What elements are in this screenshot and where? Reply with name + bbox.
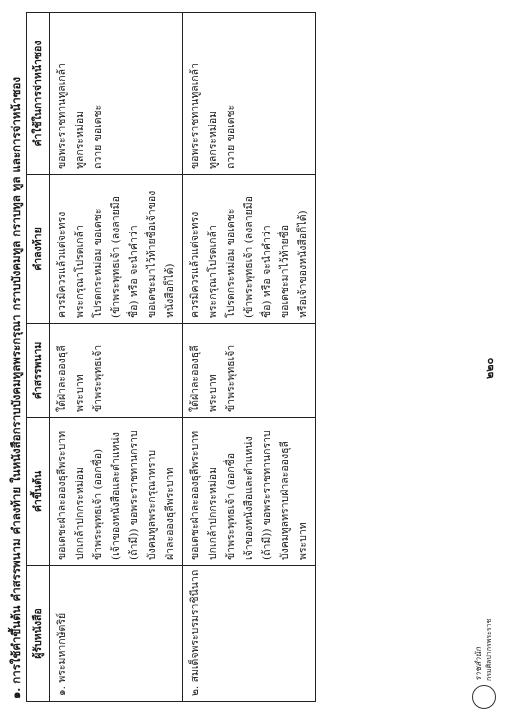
- logo: [470, 618, 498, 709]
- cell-line: ทูลกระหม่อม: [74, 110, 86, 169]
- cell-line: ข้าพระพุทธเจ้า: [225, 344, 237, 412]
- cell-line: ชื่อ) หรือ จะนำคำว่า: [128, 225, 140, 318]
- table-header-row: [27, 13, 50, 702]
- logo-line-1: ราชสำนัก: [474, 647, 483, 681]
- cell-line: ฝ่าละอองธุลีพระบาท: [164, 467, 176, 560]
- table-row: [183, 13, 316, 702]
- cell-line: พระบาท: [297, 522, 309, 560]
- cell-line: (เจ้าของหนังสือและตำแหน่ง: [110, 432, 122, 560]
- cell-line: ๑. พระมหากษัตริย์: [56, 612, 68, 696]
- header-closing: คำลงท้าย: [27, 175, 50, 324]
- cell-line: ควรมิควรแล้วแต่จะทรง: [189, 211, 201, 318]
- cell-line: ขอพระราชทานทูลเกล้า: [56, 63, 68, 169]
- cell-opening: [183, 418, 316, 566]
- cell-opening: [50, 418, 183, 566]
- cell-line: ขอเดชะมาไว้ท้ายชื่อเจ้าของ: [146, 190, 158, 318]
- cell-envelope: [183, 13, 316, 175]
- cell-line: โปรดกระหม่อม ขอเดชะ: [225, 208, 237, 318]
- cell-pronoun: [50, 324, 183, 418]
- header-recipient: ผู้รับหนังสือ: [27, 566, 50, 702]
- page-number: ๒๒๐: [483, 357, 496, 379]
- cell-line: ถวาย ขอเดชะ: [92, 104, 104, 169]
- header-opening: คำขึ้นต้น: [27, 418, 50, 566]
- cell-line: ใต้ฝ่าละอองธุลี: [189, 345, 201, 412]
- cell-closing: [183, 175, 316, 324]
- table-row: [50, 13, 183, 702]
- cell-line: บังคมทูลพระกรุณาทราบ: [146, 449, 158, 560]
- cell-line: ปกเกล้าปกกระหม่อม: [207, 466, 219, 560]
- cell-line: ใต้ฝ่าละอองธุลี: [56, 345, 68, 412]
- emblem-icon: [472, 685, 496, 709]
- cell-line: ขอพระราชทานทูลเกล้า: [189, 63, 201, 169]
- cell-line: พระบาท: [74, 374, 86, 412]
- cell-line: เจ้าของหนังสือและตำแหน่ง: [243, 436, 255, 560]
- cell-line: ขอเดชะมาไว้ท้ายชื่อ: [279, 224, 291, 318]
- cell-line: ข้าพระพุทธเจ้า (ออกชื่อ: [225, 453, 237, 560]
- cell-line: (ถ้ามี)) ขอพระราชทานกราบ: [261, 430, 273, 560]
- cell-line: พระบาท: [207, 374, 219, 412]
- cell-line: พระกรุณาโปรดเกล้า: [207, 225, 219, 318]
- cell-line: ข้าพระพุทธเจ้า (ออกชื่อ): [92, 448, 104, 560]
- cell-line: ปกเกล้าปกกระหม่อม: [74, 466, 86, 560]
- cell-line: โปรดกระหม่อม ขอเดชะ: [92, 208, 104, 318]
- cell-line: (ข้าพระพุทธเจ้า (ลงลายมือ: [110, 196, 122, 318]
- cell-line: ขอเดชะฝ่าละอองธุลีพระบาท: [189, 430, 201, 560]
- cell-closing: [50, 175, 183, 324]
- cell-envelope: [50, 13, 183, 175]
- cell-line: ทูลกระหม่อม: [207, 110, 219, 169]
- cell-line: ข้าพระพุทธเจ้า: [92, 344, 104, 412]
- cell-line: (ถ้ามี)) ขอพระราชทานกราบ: [128, 430, 140, 560]
- cell-line: ควรมิควรแล้วแต่จะทรง: [56, 211, 68, 318]
- cell-line: ๒. สมเด็จพระบรมราชินีนาถ: [189, 569, 201, 696]
- cell-line: ถวาย ขอเดชะ: [225, 104, 237, 169]
- cell-line: (ข้าพระพุทธเจ้า (ลงลายมือ: [243, 196, 255, 318]
- cell-line: หรือเจ้าของหนังสือก็ได้): [297, 210, 309, 318]
- cell-line: บังคมทูลทราบฝ่าละอองธุลี: [279, 441, 291, 560]
- cell-line: ขอเดชะฝ่าละอองธุลีพระบาท: [56, 430, 68, 560]
- logo-line-2: กรมศิลปากรพระราช: [485, 618, 493, 681]
- cell-line: ชื่อ) หรือ จะนำคำว่า: [261, 225, 273, 318]
- header-envelope: คำใช้ในการจ่าหน้าซอง: [27, 13, 50, 175]
- cell-recipient: [50, 566, 183, 702]
- section-heading: ๑. การใช้คำขึ้นต้น คำสรรพนาม คำลงท้าย ในหนังสือกราบบังคมทูลพระกรุณา กราบบังคมทูล กราบทูล ทูล และการจ่าหน้าซอง: [9, 76, 23, 699]
- cell-line: หนังสือก็ได้): [164, 263, 176, 318]
- protocol-table: [26, 12, 316, 702]
- header-pronoun: คำสรรพนาม: [27, 324, 50, 418]
- cell-recipient: [183, 566, 316, 702]
- cell-line: พระกรุณาโปรดเกล้า: [74, 225, 86, 318]
- cell-pronoun: [183, 324, 316, 418]
